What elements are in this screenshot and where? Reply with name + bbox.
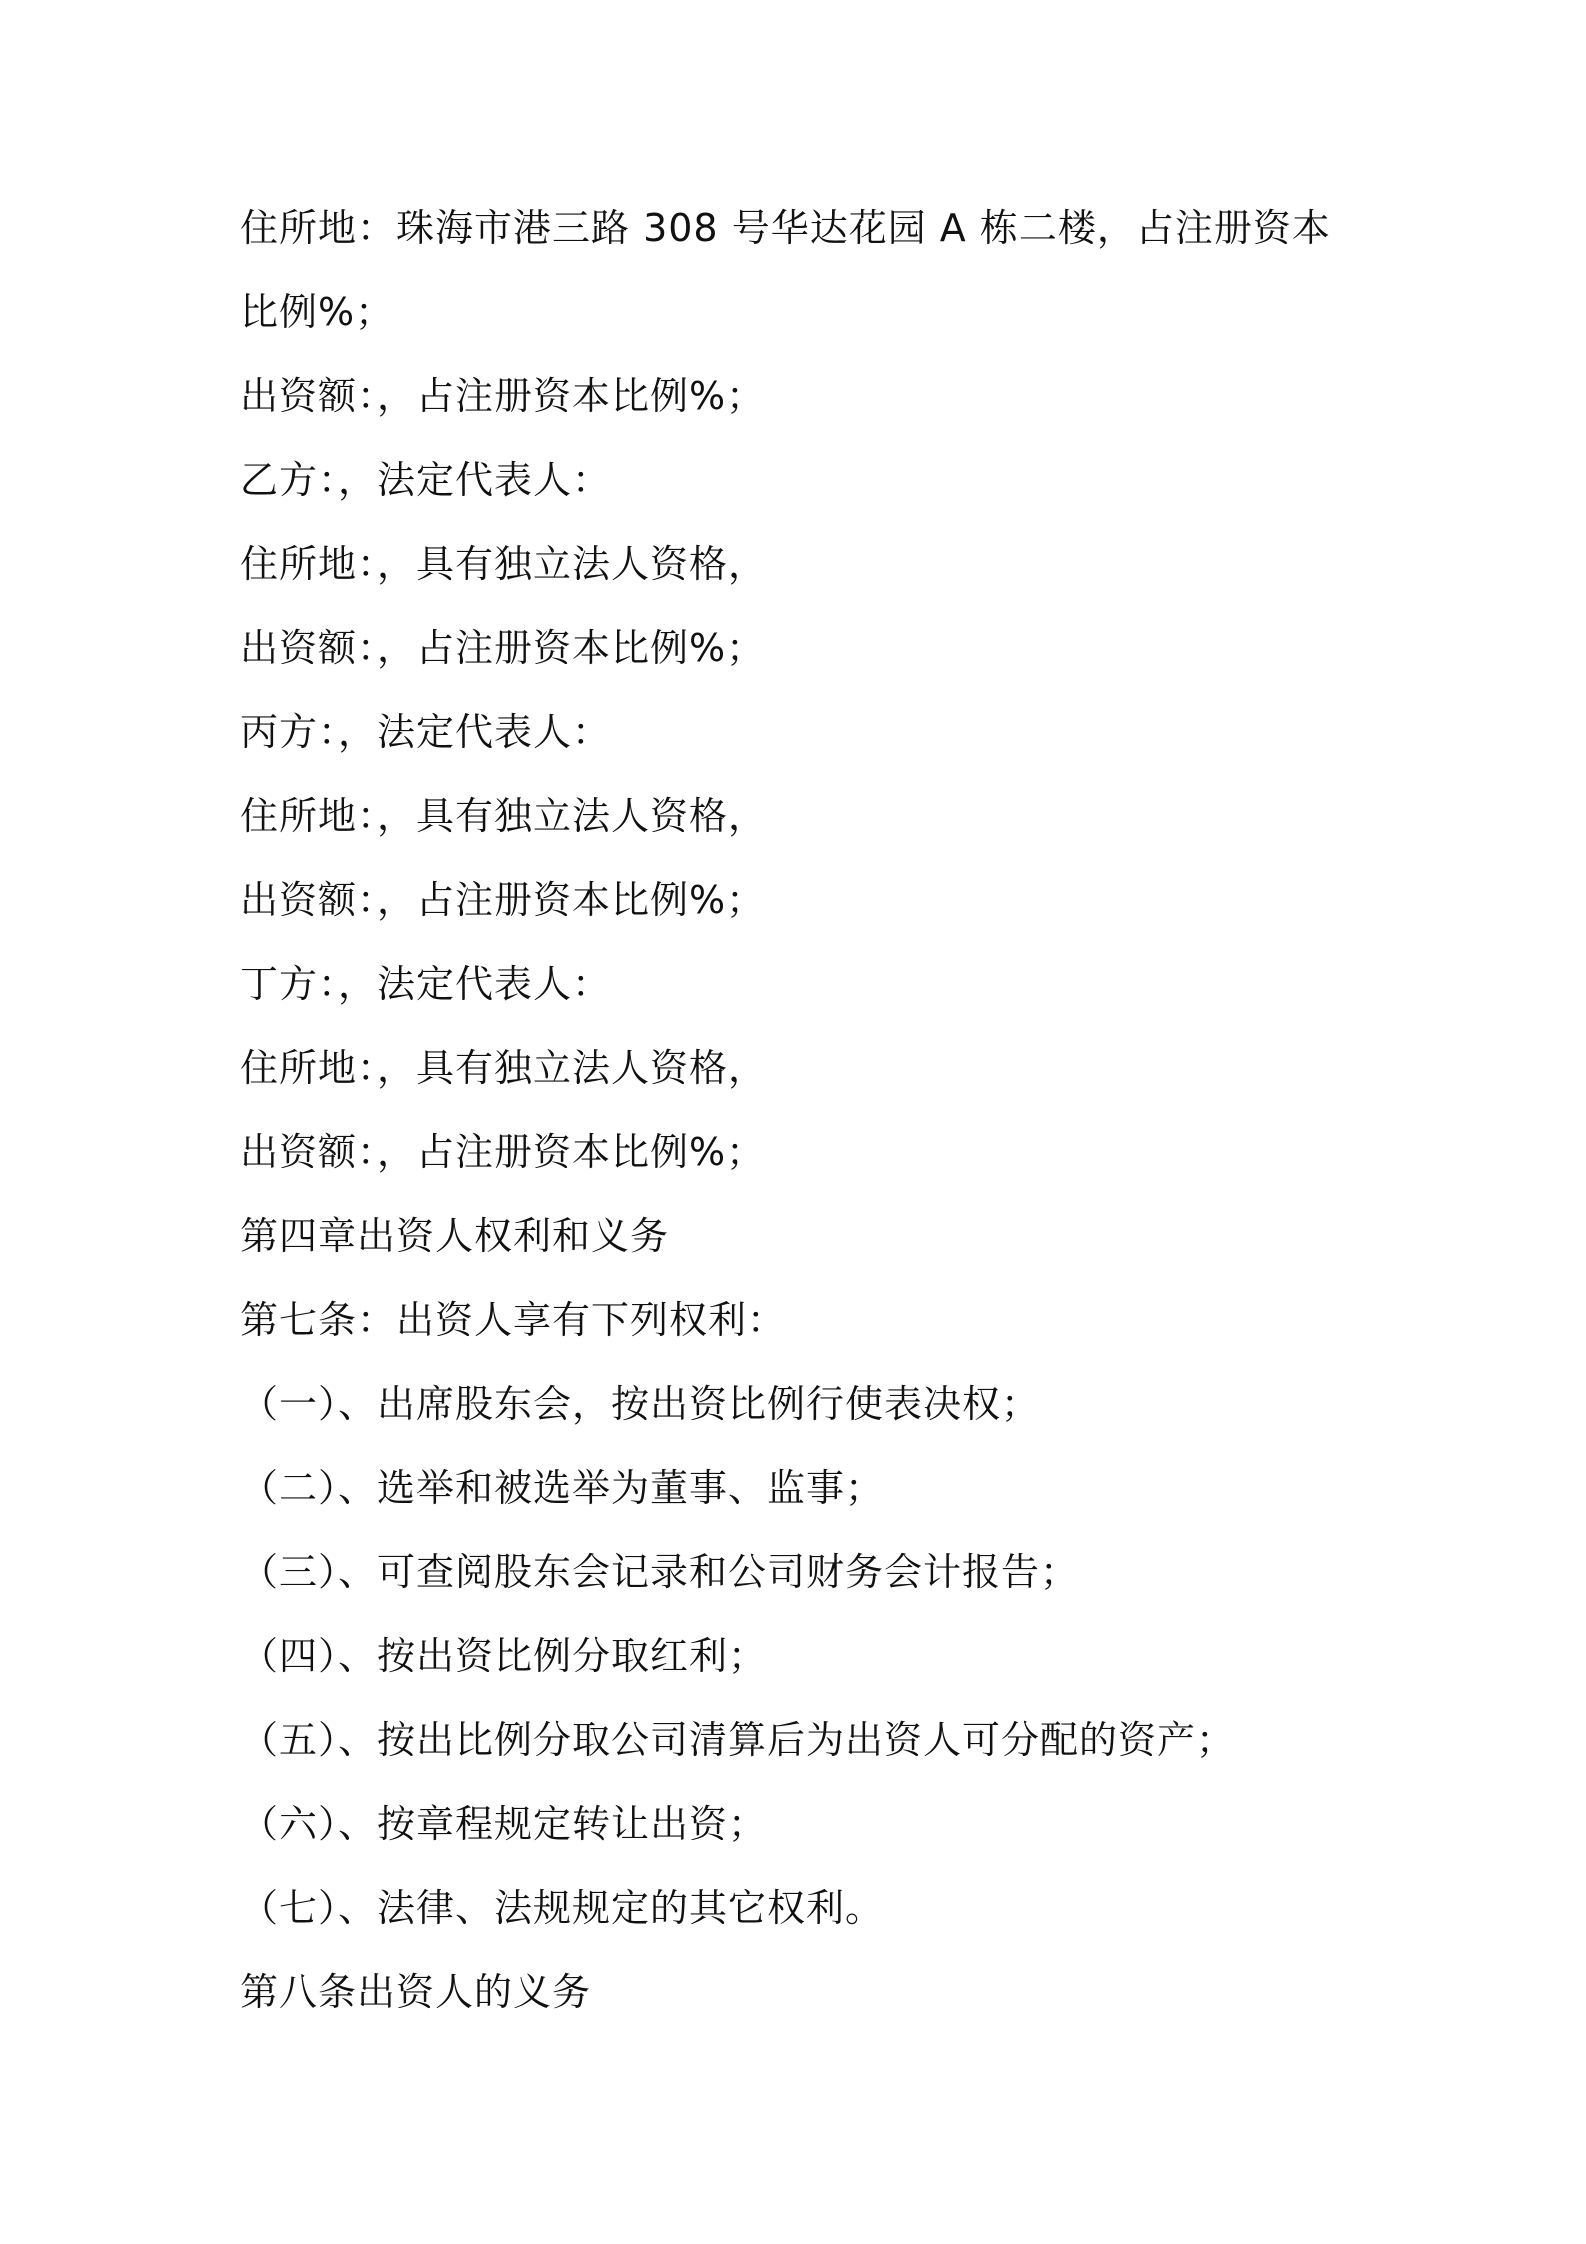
text-line: 出资额：，占注册资本比例%；: [240, 1130, 766, 1174]
list-item: （五）、按出比例分取公司清算后为出资人可分配的资产；: [240, 1718, 1236, 1762]
text-line: 比例%；: [240, 290, 395, 334]
list-item: （六）、按章程规定转让出资；: [240, 1802, 768, 1846]
text-line: 住所地：，具有独立法人资格，: [240, 794, 768, 838]
list-item: （二）、选举和被选举为董事、监事；: [240, 1466, 885, 1510]
document-body: [240, 186, 1390, 2034]
article-heading: 第七条：出资人享有下列权利：: [240, 1298, 787, 1342]
text-line: 住所地：珠海市港三路 308 号华达花园 A 栋二楼，占注册资本: [240, 206, 1331, 250]
chapter-heading: 第四章出资人权利和义务: [240, 1214, 670, 1258]
text-line: 丙方：，法定代表人：: [240, 710, 612, 754]
text-line: 乙方：，法定代表人：: [240, 458, 612, 502]
text-line: 出资额：，占注册资本比例%；: [240, 878, 766, 922]
list-item: （一）、出席股东会，按出资比例行使表决权；: [240, 1382, 1041, 1426]
text-line: 丁方：，法定代表人：: [240, 962, 612, 1006]
list-item: （四）、按出资比例分取红利；: [240, 1634, 768, 1678]
list-item: （七）、法律、法规规定的其它权利。: [240, 1886, 885, 1930]
text-line: 出资额：，占注册资本比例%；: [240, 374, 766, 418]
text-line: 住所地：，具有独立法人资格，: [240, 542, 768, 586]
article-heading: 第八条出资人的义务: [240, 1970, 592, 2014]
text-line: 住所地：，具有独立法人资格，: [240, 1046, 768, 1090]
list-item: （三）、可查阅股东会记录和公司财务会计报告；: [240, 1550, 1080, 1594]
text-line: 出资额：，占注册资本比例%；: [240, 626, 766, 670]
